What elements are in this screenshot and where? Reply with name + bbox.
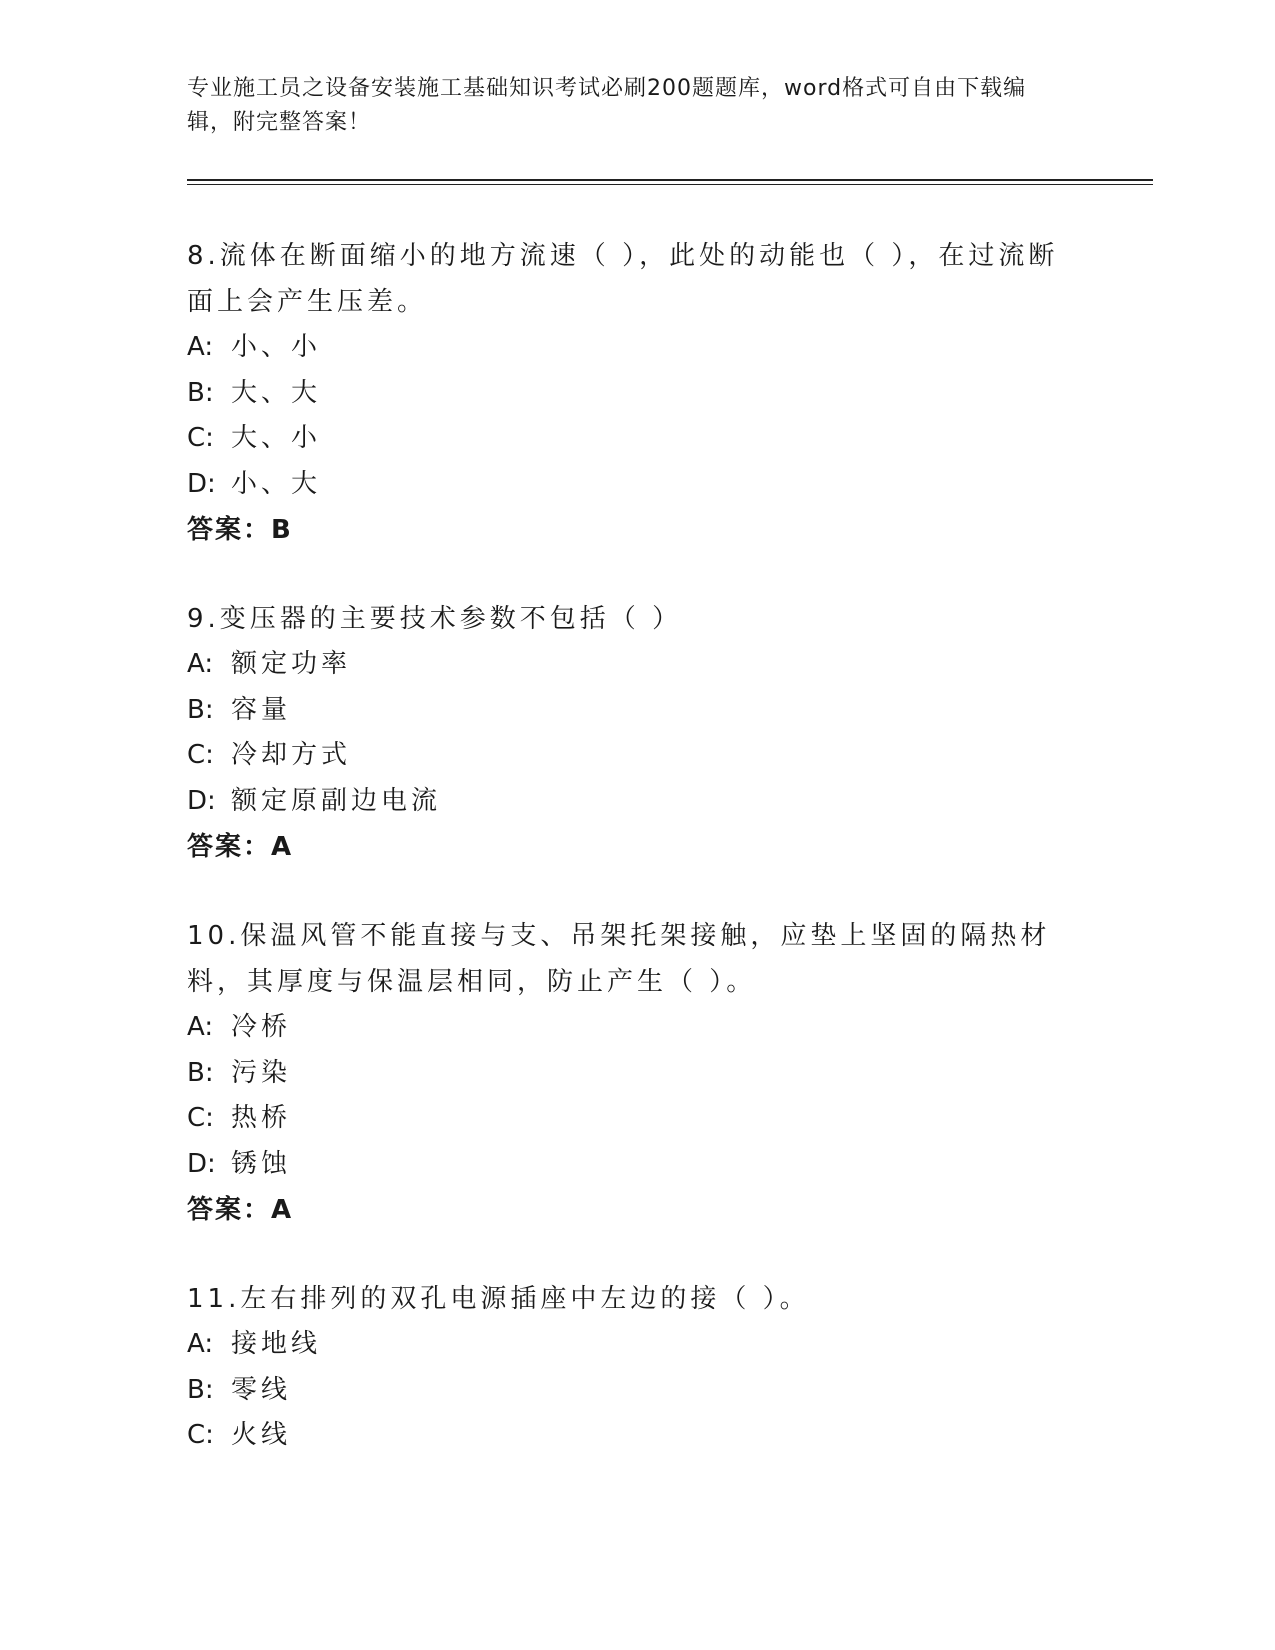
answer-line: 答案：A (187, 1195, 294, 1225)
option-letter: C: (187, 423, 214, 453)
header-divider-thick (187, 179, 1153, 181)
option-a (187, 325, 1067, 371)
option-text: 冷却方式 (231, 740, 352, 770)
option-letter: B: (187, 694, 214, 725)
option-letter: C: (187, 1420, 214, 1450)
option-d (187, 1142, 1067, 1188)
option-letter: B: (187, 377, 214, 408)
question-text: 11.左右排列的双孔电源插座中左边的接（ ）。 (187, 1284, 810, 1314)
option-letter: B: (187, 1057, 214, 1088)
header-divider-thin (187, 184, 1153, 185)
option-text: 额定功率 (231, 649, 352, 679)
option-text: 接地线 (231, 1329, 322, 1359)
option-c (187, 733, 1067, 779)
option-text: 小、大 (231, 468, 322, 499)
option-b (187, 1051, 1067, 1097)
option-text: 火线 (231, 1420, 292, 1450)
option-b (187, 371, 1067, 417)
option-text: 容量 (231, 694, 292, 725)
option-letter: D: (187, 1148, 216, 1179)
option-text: 热桥 (231, 1103, 292, 1133)
option-text: 大、大 (231, 377, 322, 408)
option-letter: A: (187, 332, 214, 362)
option-a (187, 642, 1067, 688)
option-d (187, 462, 1067, 508)
question-block (187, 913, 1067, 1233)
option-letter: A: (187, 1329, 214, 1359)
option-a (187, 1005, 1067, 1051)
option-letter: C: (187, 740, 214, 770)
option-text: 小、小 (231, 332, 322, 362)
option-letter: D: (187, 468, 216, 499)
question-block (187, 233, 1067, 553)
option-text: 零线 (231, 1374, 292, 1405)
question-block (187, 1276, 1067, 1459)
option-letter: B: (187, 1374, 214, 1405)
option-text: 污染 (231, 1057, 292, 1088)
answer-line: 答案：A (187, 832, 294, 862)
answer-line: 答案：B (187, 515, 293, 545)
option-c (187, 416, 1067, 462)
option-d (187, 779, 1067, 825)
question-text: 9.变压器的主要技术参数不包括（ ） (187, 604, 683, 634)
option-letter: A: (187, 649, 214, 679)
document-header: 专业施工员之设备安装施工基础知识考试必刷200题题库，word格式可自由下载编辑，附完整答案！ (187, 76, 1027, 135)
option-b (187, 688, 1067, 734)
option-text: 大、小 (231, 423, 322, 453)
option-c (187, 1096, 1067, 1142)
option-letter: D: (187, 785, 216, 816)
option-letter: C: (187, 1103, 214, 1133)
question-text: 8.流体在断面缩小的地方流速（ ），此处的动能也（ ），在过流断面上会产生压差。 (187, 241, 1059, 317)
question-text: 10.保温风管不能直接与支、吊架托架接触，应垫上坚固的隔热材料，其厚度与保温层相同，防止产生（ ）。 (187, 921, 1051, 997)
option-text: 冷桥 (231, 1012, 292, 1042)
option-text: 锈蚀 (231, 1148, 292, 1179)
option-letter: A: (187, 1012, 214, 1042)
option-text: 额定原副边电流 (231, 785, 442, 816)
option-c (187, 1413, 1067, 1459)
option-a (187, 1322, 1067, 1368)
question-block (187, 596, 1067, 870)
option-b (187, 1368, 1067, 1414)
